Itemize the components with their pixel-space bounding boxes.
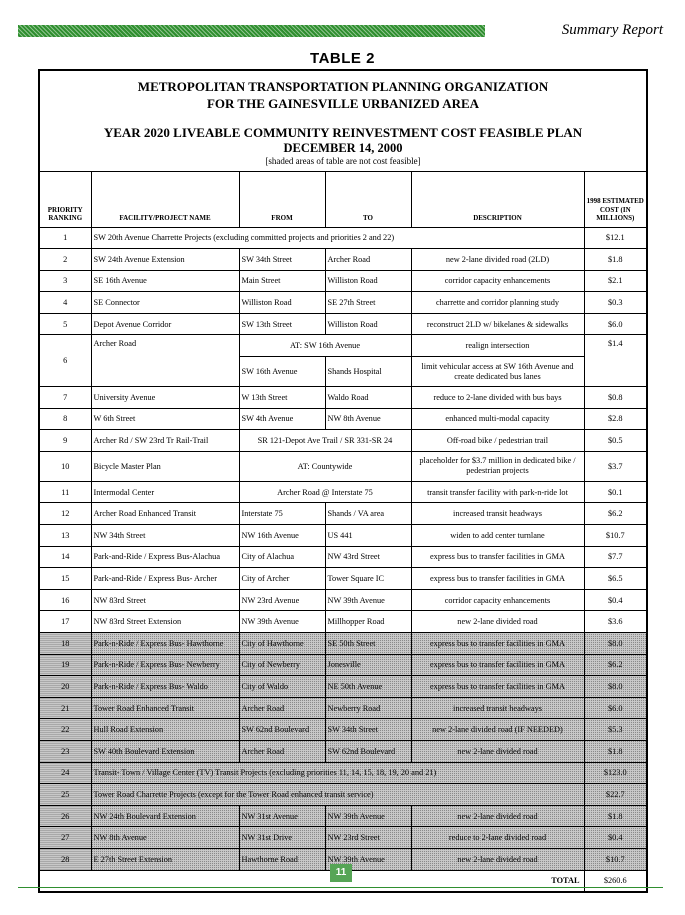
- facility-cell: Bicycle Master Plan: [91, 451, 239, 481]
- facility-cell: Hull Road Extension: [91, 719, 239, 741]
- facility-cell: University Avenue: [91, 387, 239, 409]
- description-cell: reconstruct 2LD w/ bikelanes & sidewalks: [411, 313, 584, 335]
- from-cell: NW 23rd Avenue: [239, 589, 325, 611]
- cost-cell: $6.0: [584, 313, 647, 335]
- cost-cell: $0.3: [584, 292, 647, 314]
- facility-cell: Intermodal Center: [91, 481, 239, 503]
- cost-cell: $8.0: [584, 676, 647, 698]
- description-cell: new 2-lane divided road: [411, 740, 584, 762]
- rank-cell: 1: [39, 227, 91, 249]
- rank-cell: 10: [39, 451, 91, 481]
- cost-cell: $12.1: [584, 227, 647, 249]
- description-cell: Off-road bike / pedestrian trail: [411, 430, 584, 452]
- table-row: [39, 335, 647, 357]
- cost-feasible-plan-table: [38, 69, 648, 893]
- to-cell: Waldo Road: [325, 387, 411, 409]
- to-cell: NW 8th Avenue: [325, 408, 411, 430]
- cost-cell: $8.0: [584, 633, 647, 655]
- to-cell: SE 50th Street: [325, 633, 411, 655]
- rank-cell: 19: [39, 654, 91, 676]
- rank-cell: 7: [39, 387, 91, 409]
- description-cell: express bus to transfer facilities in GMA: [411, 654, 584, 676]
- description-cell: transit transfer facility with park-n-ride lot: [411, 481, 584, 503]
- facility-cell: Archer Road: [91, 335, 239, 387]
- cost-cell: $22.7: [584, 784, 647, 806]
- col-header-to: TO: [325, 171, 411, 227]
- from-to-cell: SR 121-Depot Ave Trail / SR 331-SR 24: [239, 430, 411, 452]
- table-caption: TABLE 2: [310, 50, 375, 67]
- page-number: 11: [330, 864, 352, 882]
- rank-cell: 6: [39, 335, 91, 387]
- from-cell: NW 16th Avenue: [239, 525, 325, 547]
- from-cell: NW 31st Avenue: [239, 805, 325, 827]
- facility-cell: SW 40th Boulevard Extension: [91, 740, 239, 762]
- from-cell: Interstate 75: [239, 503, 325, 525]
- description-cell: express bus to transfer facilities in GMA: [411, 546, 584, 568]
- rank-cell: 24: [39, 762, 91, 784]
- description-cell: new 2-lane divided road: [411, 848, 584, 870]
- table-row: [39, 481, 647, 503]
- from-cell: City of Waldo: [239, 676, 325, 698]
- to-cell: Shands Hospital: [325, 357, 411, 387]
- facility-cell: Tower Road Charrette Projects (except for the Tower Road enhanced transit service): [91, 784, 584, 806]
- rank-cell: 28: [39, 848, 91, 870]
- to-cell: NW 43rd Street: [325, 546, 411, 568]
- to-cell: Williston Road: [325, 313, 411, 335]
- table-row: [39, 589, 647, 611]
- cost-cell: $7.7: [584, 546, 647, 568]
- to-cell: Shands / VA area: [325, 503, 411, 525]
- description-cell: express bus to transfer facilities in GMA: [411, 633, 584, 655]
- title-line-1: METROPOLITAN TRANSPORTATION PLANNING ORGANIZATION: [137, 79, 549, 95]
- shading-note: [shaded areas of table are not cost feasible]: [265, 156, 421, 167]
- cost-cell: $1.8: [584, 249, 647, 271]
- table-row: [39, 270, 647, 292]
- table-row: [39, 227, 647, 249]
- to-cell: NW 39th Avenue: [325, 848, 411, 870]
- rank-cell: 27: [39, 827, 91, 849]
- rank-cell: 14: [39, 546, 91, 568]
- table-row: [39, 611, 647, 633]
- cost-cell: $10.7: [584, 525, 647, 547]
- facility-cell: Park-n-Ride / Express Bus- Waldo: [91, 676, 239, 698]
- to-cell: US 441: [325, 525, 411, 547]
- cost-cell: $0.8: [584, 387, 647, 409]
- cost-cell: $2.8: [584, 408, 647, 430]
- table-row: [39, 654, 647, 676]
- from-cell: Williston Road: [239, 292, 325, 314]
- to-cell: Millhopper Road: [325, 611, 411, 633]
- from-cell: SW 16th Avenue: [239, 357, 325, 387]
- facility-cell: Park-and-Ride / Express Bus- Archer: [91, 568, 239, 590]
- facility-cell: NW 24th Boulevard Extension: [91, 805, 239, 827]
- from-cell: W 13th Street: [239, 387, 325, 409]
- rank-cell: 4: [39, 292, 91, 314]
- rank-cell: 8: [39, 408, 91, 430]
- rank-cell: 12: [39, 503, 91, 525]
- cost-cell: $6.0: [584, 697, 647, 719]
- cost-cell: $1.4: [584, 335, 647, 387]
- title-date: DECEMBER 14, 2000: [283, 141, 403, 156]
- rank-cell: 26: [39, 805, 91, 827]
- cost-cell: $1.8: [584, 740, 647, 762]
- to-cell: Archer Road: [325, 249, 411, 271]
- from-cell: NW 31st Drive: [239, 827, 325, 849]
- to-cell: NW 39th Avenue: [325, 589, 411, 611]
- to-cell: NE 50th Avenue: [325, 676, 411, 698]
- facility-cell: Transit- Town / Village Center (TV) Transit Projects (excluding priorities 11, 14, 15, 18, 19, 20 and 21): [91, 762, 584, 784]
- from-cell: City of Hawthorne: [239, 633, 325, 655]
- table-title-block: [39, 70, 647, 171]
- cost-cell: $6.5: [584, 568, 647, 590]
- facility-cell: Tower Road Enhanced Transit: [91, 697, 239, 719]
- to-cell: SW 62nd Boulevard: [325, 740, 411, 762]
- from-cell: SW 13th Street: [239, 313, 325, 335]
- table-row: [39, 762, 647, 784]
- from-cell: SW 34th Street: [239, 249, 325, 271]
- table-row: [39, 292, 647, 314]
- report-title: Summary Report: [561, 22, 663, 38]
- cost-cell: $0.4: [584, 827, 647, 849]
- facility-cell: SE Connector: [91, 292, 239, 314]
- table-row: [39, 546, 647, 568]
- description-cell: enhanced multi-modal capacity: [411, 408, 584, 430]
- from-cell: SW 4th Avenue: [239, 408, 325, 430]
- description-cell: charrette and corridor planning study: [411, 292, 584, 314]
- cost-cell: $6.2: [584, 654, 647, 676]
- facility-cell: E 27th Street Extension: [91, 848, 239, 870]
- from-cell: City of Newberry: [239, 654, 325, 676]
- from-to-cell: AT: Countywide: [239, 451, 411, 481]
- rank-cell: 18: [39, 633, 91, 655]
- description-cell: widen to add center turnlane: [411, 525, 584, 547]
- total-label: TOTAL: [39, 870, 584, 892]
- to-cell: Williston Road: [325, 270, 411, 292]
- facility-cell: Archer Road Enhanced Transit: [91, 503, 239, 525]
- from-cell: Archer Road: [239, 740, 325, 762]
- table-row: [39, 827, 647, 849]
- from-cell: Main Street: [239, 270, 325, 292]
- facility-cell: NW 8th Avenue: [91, 827, 239, 849]
- total-value: $260.6: [584, 870, 647, 892]
- table-row: [39, 633, 647, 655]
- rank-cell: 22: [39, 719, 91, 741]
- description-cell: corridor capacity enhancements: [411, 589, 584, 611]
- table-row: [39, 387, 647, 409]
- description-cell: express bus to transfer facilities in GMA: [411, 568, 584, 590]
- description-cell: new 2-lane divided road: [411, 805, 584, 827]
- title-line-2: FOR THE GAINESVILLE URBANIZED AREA: [206, 96, 480, 112]
- table-row: [39, 451, 647, 481]
- rank-cell: 2: [39, 249, 91, 271]
- rank-cell: 5: [39, 313, 91, 335]
- cost-cell: $2.1: [584, 270, 647, 292]
- rank-cell: 15: [39, 568, 91, 590]
- col-header-description: DESCRIPTION: [411, 171, 584, 227]
- rank-cell: 3: [39, 270, 91, 292]
- facility-cell: Depot Avenue Corridor: [91, 313, 239, 335]
- to-cell: NW 39th Avenue: [325, 805, 411, 827]
- rank-cell: 23: [39, 740, 91, 762]
- rank-cell: 21: [39, 697, 91, 719]
- description-cell: placeholder for $3.7 million in dedicated bike / pedestrian projects: [411, 451, 584, 481]
- rank-cell: 13: [39, 525, 91, 547]
- facility-cell: Archer Rd / SW 23rd Tr Rail-Trail: [91, 430, 239, 452]
- to-cell: Newberry Road: [325, 697, 411, 719]
- facility-cell: SE 16th Avenue: [91, 270, 239, 292]
- table-row: [39, 719, 647, 741]
- table-row: [39, 430, 647, 452]
- table-row: [39, 525, 647, 547]
- cost-cell: $3.6: [584, 611, 647, 633]
- description-cell: corridor capacity enhancements: [411, 270, 584, 292]
- table-row: [39, 676, 647, 698]
- description-cell: reduce to 2-lane divided road: [411, 827, 584, 849]
- col-header-rank: PRIORITY RANKING: [39, 171, 91, 227]
- header-bar: [18, 25, 485, 37]
- rank-cell: 9: [39, 430, 91, 452]
- col-header-from: FROM: [239, 171, 325, 227]
- facility-cell: W 6th Street: [91, 408, 239, 430]
- cost-cell: $123.0: [584, 762, 647, 784]
- description-cell: reduce to 2-lane divided with bus bays: [411, 387, 584, 409]
- cost-cell: $1.8: [584, 805, 647, 827]
- description-cell: new 2-lane divided road: [411, 611, 584, 633]
- cost-cell: $0.5: [584, 430, 647, 452]
- from-cell: City of Alachua: [239, 546, 325, 568]
- facility-cell: NW 83rd Street Extension: [91, 611, 239, 633]
- from-cell: Hawthorne Road: [239, 848, 325, 870]
- rank-cell: 25: [39, 784, 91, 806]
- cost-cell: $3.7: [584, 451, 647, 481]
- rank-cell: 11: [39, 481, 91, 503]
- facility-cell: SW 24th Avenue Extension: [91, 249, 239, 271]
- description-cell: new 2-lane divided road (IF NEEDED): [411, 719, 584, 741]
- facility-cell: Park-n-Ride / Express Bus- Hawthorne: [91, 633, 239, 655]
- from-cell: NW 39th Avenue: [239, 611, 325, 633]
- description-cell: increased transit headways: [411, 697, 584, 719]
- table-row: [39, 740, 647, 762]
- to-cell: SW 34th Street: [325, 719, 411, 741]
- table-row: [39, 249, 647, 271]
- cost-cell: $6.2: [584, 503, 647, 525]
- col-header-cost: 1998 ESTIMATED COST (IN MILLIONS): [584, 171, 647, 227]
- col-header-facility: FACILITY/PROJECT NAME: [91, 171, 239, 227]
- from-cell: SW 62nd Boulevard: [239, 719, 325, 741]
- table-row: [39, 805, 647, 827]
- cost-cell: $0.1: [584, 481, 647, 503]
- rank-cell: 16: [39, 589, 91, 611]
- facility-cell: Park-and-Ride / Express Bus-Alachua: [91, 546, 239, 568]
- from-to-cell: AT: SW 16th Avenue: [239, 335, 411, 357]
- table-row: [39, 784, 647, 806]
- rank-cell: 20: [39, 676, 91, 698]
- table-row: [39, 408, 647, 430]
- title-line-3: YEAR 2020 LIVEABLE COMMUNITY REINVESTMENT COST FEASIBLE PLAN: [103, 125, 583, 141]
- table-row: [39, 568, 647, 590]
- cost-cell: $10.7: [584, 848, 647, 870]
- footer-line: [18, 887, 663, 888]
- facility-cell: Park-n-Ride / Express Bus- Newberry: [91, 654, 239, 676]
- from-to-cell: Archer Road @ Interstate 75: [239, 481, 411, 503]
- description-cell: increased transit headways: [411, 503, 584, 525]
- to-cell: NW 23rd Street: [325, 827, 411, 849]
- facility-cell: NW 34th Street: [91, 525, 239, 547]
- to-cell: Jonesville: [325, 654, 411, 676]
- facility-cell: SW 20th Avenue Charrette Projects (excluding committed projects and priorities 2 and 22): [91, 227, 584, 249]
- facility-cell: NW 83rd Street: [91, 589, 239, 611]
- from-cell: Archer Road: [239, 697, 325, 719]
- cost-cell: $5.3: [584, 719, 647, 741]
- rank-cell: 17: [39, 611, 91, 633]
- table-row: [39, 313, 647, 335]
- table-row: [39, 697, 647, 719]
- to-cell: SE 27th Street: [325, 292, 411, 314]
- cost-cell: $0.4: [584, 589, 647, 611]
- description-cell: realign intersection: [411, 335, 584, 357]
- to-cell: Tower Square IC: [325, 568, 411, 590]
- description-cell: new 2-lane divided road (2LD): [411, 249, 584, 271]
- description-cell: limit vehicular access at SW 16th Avenue and create dedicated bus lanes: [411, 357, 584, 387]
- table-row: [39, 503, 647, 525]
- description-cell: express bus to transfer facilities in GMA: [411, 676, 584, 698]
- from-cell: City of Archer: [239, 568, 325, 590]
